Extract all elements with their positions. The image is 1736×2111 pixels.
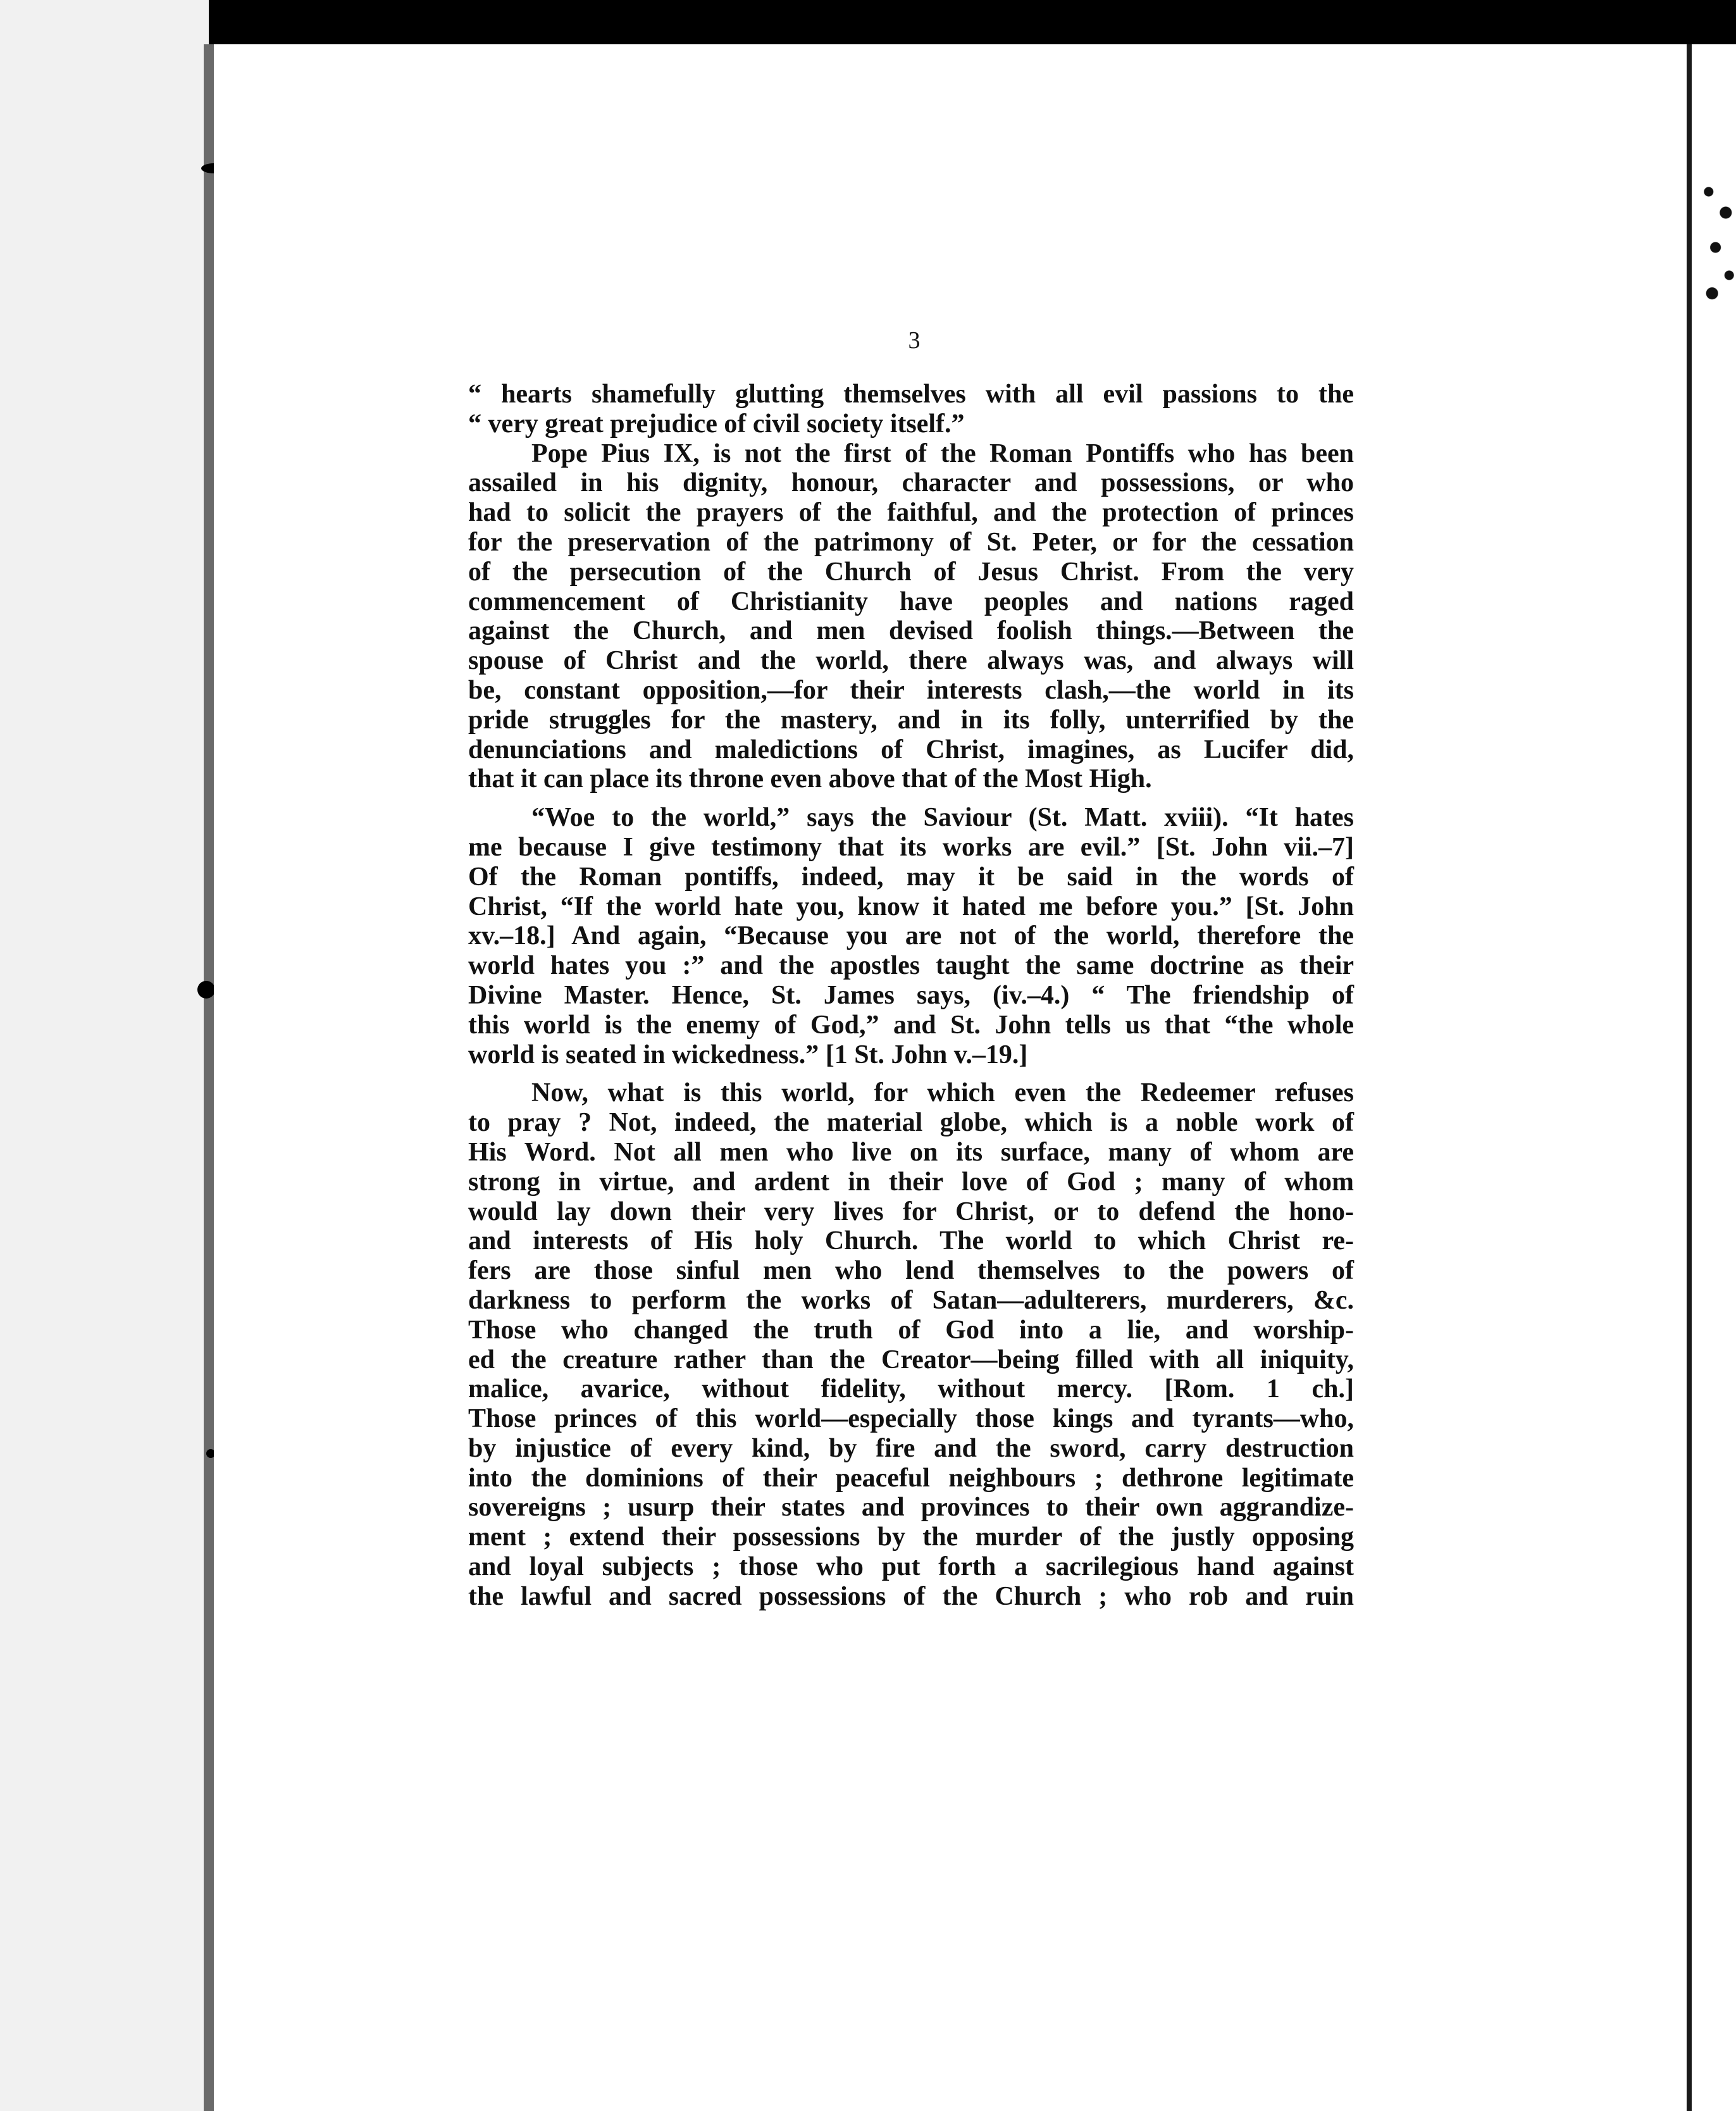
page-number: 3 [908,327,921,354]
text-line: “Woe to the world,” says the Saviour (St. Matt. xviii). “It hates [531,803,1354,833]
text-line: to pray ? Not, indeed, the material globe, which is a noble work of [468,1108,1354,1138]
text-line: be, constant opposition,—for their interests clash,—the world in its [468,675,1354,705]
text-line: xv.–18.] And again, “Because you are not of the world, therefore the [468,921,1354,951]
text-line: for the preservation of the patrimony of St. Peter, or for the cessation [468,527,1354,557]
text-line: Now, what is this world, for which even the Redeemer refuses [531,1078,1354,1108]
text-line: strong in virtue, and ardent in their love of God ; many of whom [468,1167,1354,1197]
text-line: me because I give testimony that its works are evil.” [St. John vii.–7] [468,832,1354,862]
body-text [468,380,1354,1612]
scan-speckle [1702,171,1736,310]
scan-left-margin [0,0,209,2111]
text-line: spouse of Christ and the world, there always was, and always will [468,646,1354,676]
text-line: fers are those sinful men who lend themselves to the powers of [468,1256,1354,1286]
text-line: “ very great prejudice of civil society itself.” [468,409,965,439]
text-line: had to solicit the prayers of the faithful, and the protection of princes [468,498,1354,528]
text-line: this world is the enemy of God,” and St. John tells us that “the whole [468,1010,1354,1040]
text-line: Those princes of this world—especially those kings and tyrants—who, [468,1404,1354,1434]
text-line: world hates you :” and the apostles taught the same doctrine as their [468,951,1354,981]
text-line: darkness to perform the works of Satan—adulterers, murderers, &c. [468,1285,1354,1315]
text-line: Of the Roman pontiffs, indeed, may it be said in the words of [468,862,1354,892]
binding-edge [204,44,214,2111]
text-line: Christ, “If the world hate you, know it hated me before you.” [St. John [468,892,1354,921]
text-line: commencement of Christianity have peoples and nations raged [468,587,1354,616]
text-line: ment ; extend their possessions by the murder of the justly opposing [468,1523,1354,1552]
text-line: of the persecution of the Church of Jesus Christ. From the very [468,557,1354,587]
text-line: assailed in his dignity, honour, character and possessions, or who [468,468,1354,498]
page-right-edge [1687,44,1736,2111]
text-line: would lay down their very lives for Christ, or to defend the hono- [468,1197,1354,1226]
text-line: “ hearts shamefully glutting themselves with all evil passions to the [468,380,1354,409]
text-line: world is seated in wickedness.” [1 St. John v.–19.] [468,1040,1028,1069]
text-line: malice, avarice, without fidelity, without mercy. [Rom. 1 ch.] [468,1374,1354,1404]
text-line: by injustice of every kind, by fire and the sword, carry destruction [468,1433,1354,1463]
paragraph-gap [468,794,1354,803]
paragraph-gap [468,1069,1354,1078]
text-line: ed the creature rather than the Creator—being filled with all iniquity, [468,1345,1354,1374]
binding-mark-middle [197,981,215,999]
text-line: the lawful and sacred possessions of the Church ; who rob and ruin [468,1581,1354,1611]
text-line: and loyal subjects ; those who put forth a sacrilegious hand against [468,1552,1354,1582]
text-line: into the dominions of their peaceful neighbours ; dethrone legitimate [468,1463,1354,1493]
text-line: sovereigns ; usurp their states and provinces to their own aggrandize- [468,1493,1354,1523]
text-line: Divine Master. Hence, St. James says, (iv.–4.) “ The friendship of [468,980,1354,1010]
text-line: Pope Pius IX, is not the first of the Roman Pontiffs who has been [531,439,1354,468]
text-line: denunciations and maledictions of Christ, imagines, as Lucifer did, [468,735,1354,764]
text-line: that it can place its throne even above that of the Most High. [468,764,1152,794]
text-line: pride struggles for the mastery, and in its folly, unterrified by the [468,705,1354,735]
text-line: Those who changed the truth of God into a lie, and worship- [468,1315,1354,1345]
text-line: His Word. Not all men who live on its surface, many of whom are [468,1137,1354,1167]
text-line: and interests of His holy Church. The world to which Christ re- [468,1226,1354,1256]
text-line: against the Church, and men devised foolish things.—Between the [468,616,1354,646]
